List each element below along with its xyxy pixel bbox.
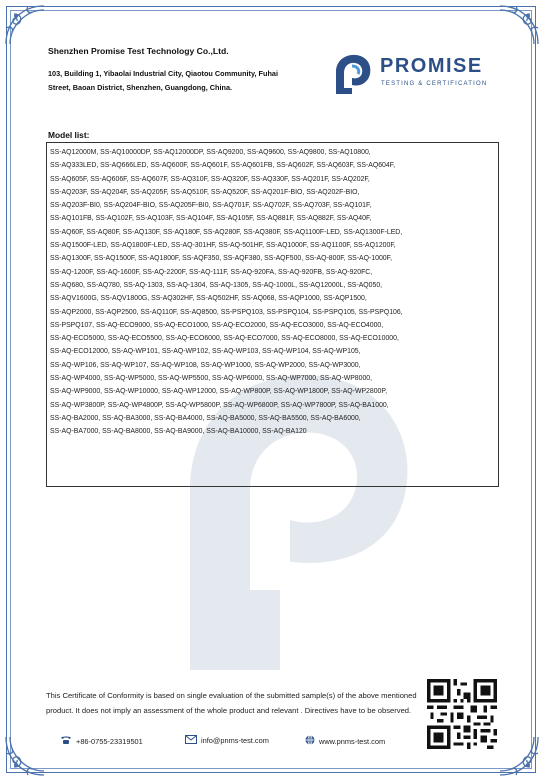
model-list-line: SS-AQ203F-BI0, SS-AQ204F-BIO, SS-AQ205F-BI0, SS-AQ701F, SS-AQ702F, SS-AQ703F, SS-AQ101F, [50, 202, 372, 210]
contact-phone [60, 735, 143, 747]
corner-ornament-icon [496, 733, 542, 779]
model-list-line: SS-AQP2000, SS-AQP2500, SS-AQ110F, SS-AQ8500, SS-PSPQ103, SS-PSPQ104, SS-PSPQ105, SS-PSPQ106, [50, 308, 403, 316]
model-list-line: SS-AQ-ECO5000, SS-AQ-ECO5500, SS-AQ-ECO6000, SS-AQ-ECO7000, SS-AQ-ECO8000, SS-AQ-ECO10000, [50, 335, 399, 343]
company-address-line-1: 103, Building 1, Yibaolai Industrial City, Qiaotou Community, Fuhai [48, 69, 279, 78]
model-list-line: SS-AQ-1200F, SS-AQ-1600F, SS-AQ-2200F, SS-AQ-111F, SS-AQ-920FA, SS-AQ-920FB, SS-AQ-920FC, [50, 268, 373, 276]
contact-email [185, 735, 269, 746]
model-list-line: SS-AQ1300F, SS-AQ1500F, SS-AQ1800F, SS-AQF350, SS-AQF380, SS-AQF500, SS-AQ-800F, SS-AQ-1000F, [50, 255, 392, 263]
logo-wordmark: PROMISE [380, 55, 483, 77]
model-list-line: SS-AQV1600G, SS-AQV1800G, SS-AQ302HF, SS-AQ502HF, SS-AQ068, SS-AQP1000, SS-AQP1500, [50, 295, 367, 303]
company-header [48, 46, 348, 95]
model-list-line: SS-AQ-WP4000, SS-AQ-WP5000, SS-AQ-WP5500, SS-AQ-WP6000, SS-AQ-WP7000, SS-AQ-WP8000, [50, 375, 373, 383]
promise-logo [330, 52, 510, 97]
model-list-line: SS-AQ-WP3800P, SS-AQ-WP4800P, SS-AQ-WP5800P, SS-AQ-WP6800P, SS-AQ-WP7800P, SS-AQ-BA1000, [50, 401, 389, 409]
model-list-line: SS-AQ-WP106, SS-AQ-WP107, SS-AQ-WP108, SS-AQ-WP1000, SS-AQ-WP2000, SS-AQ-WP3000, [50, 361, 361, 369]
contact-bar [60, 735, 430, 749]
model-list-line: SS-AQ-BA2000, SS-AQ-BA3000, SS-AQ-BA4000, SS-AQ-BA5000, SS-AQ-BA5500, SS-AQ-BA6000, [50, 414, 361, 422]
promise-logo-icon [330, 52, 374, 96]
corner-ornament-icon [496, 2, 542, 48]
model-list-line: SS-AQ605F, SS-AQ606F, SS-AQ607F, SS-AQ310F, SS-AQ320F, SS-AQ330F, SS-AQ201F, SS-AQ202F, [50, 175, 370, 183]
disclaimer-text: This Certificate of Conformity is based on single evaluation of the submitted sample(s) of the above mentioned product. It does not imply an assessment of the whole product and relevant . Directives have to be observed. [46, 691, 417, 715]
model-list-title: Model list: [48, 130, 90, 140]
corner-ornament-icon [2, 2, 48, 48]
website-url[interactable]: www.pnms-test.com [319, 736, 386, 746]
model-list-line: SS-PSPQ107, SS-AQ-ECO9000, SS-AQ-ECO1000, SS-AQ-ECO2000, SS-AQ-ECO3000, SS-AQ-ECO4000, [50, 321, 384, 329]
contact-website [305, 735, 385, 747]
corner-ornament-icon [2, 733, 48, 779]
company-name: Shenzhen Promise Test Technology Co.,Ltd. [48, 46, 229, 56]
phone-number: +86-0755-23319501 [76, 736, 143, 746]
model-list-box [46, 142, 499, 487]
model-list-line: SS-AQ1500F-LED, SS-AQ1800F-LED, SS-AQ-301HF, SS-AQ-501HF, SS-AQ1000F, SS-AQ1100F, SS-AQ1200F, [50, 242, 396, 250]
qr-code-icon[interactable] [427, 679, 497, 749]
globe-icon [305, 735, 315, 747]
model-list-line: SS-AQ-WP9000, SS-AQ-WP10000, SS-AQ-WP12000, SS-AQ-WP800P, SS-AQ-WP1800P, SS-AQ-WP2800P, [50, 388, 388, 396]
model-list-line: SS-AQ680, SS-AQ780, SS-AQ-1303, SS-AQ-1304, SS-AQ-1305, SS-AQ-1000L, SS-AQ12000L, SS-AQ050, [50, 281, 383, 289]
model-list-line: SS-AQ-ECO12000, SS-AQ-WP101, SS-AQ-WP102, SS-AQ-WP103, SS-AQ-WP104, SS-AQ-WP105, [50, 348, 361, 356]
model-list-line: SS-AQ12000M, SS-AQ10000DP, SS-AQ12000DP, SS-AQ9200, SS-AQ9600, SS-AQ9800, SS-AQ10800, [50, 149, 371, 156]
model-list-line: SS-AQ60F, SS-AQ80F, SS-AQ130F, SS-AQ180F, SS-AQ280F, SS-AQ380F, SS-AQ1100F-LED, SS-AQ1300F-LED, [50, 228, 403, 236]
phone-icon [60, 735, 72, 747]
company-address-line-2: Street, Baoan District, Shenzhen, Guangdong, China. [48, 83, 233, 92]
model-list-line: SS-AQ-BA7000, SS-AQ-BA8000, SS-AQ-BA9000, SS-AQ-BA10000, SS-AQ-BA120 [50, 428, 307, 436]
model-list-line: SS-AQ333LED, SS-AQ666LED, SS-AQ600F, SS-AQ601F, SS-AQ601FB, SS-AQ602F, SS-AQ603F, SS-AQ604F, [50, 162, 396, 170]
logo-subtitle: TESTING & CERTIFICATION [381, 81, 488, 87]
model-list-line: SS-AQ203F, SS-AQ204F, SS-AQ205F, SS-AQ510F, SS-AQ520F, SS-AQ201F-BIO, SS-AQ202F-BIO, [50, 188, 360, 196]
model-list-line: SS-AQ101FB, SS-AQ102F, SS-AQ103F, SS-AQ104F, SS-AQ105F, SS-AQ881F, SS-AQ882F, SS-AQ40F, [50, 215, 372, 223]
email-address[interactable]: info@pnms-test.com [201, 736, 269, 745]
mail-icon [185, 735, 197, 746]
